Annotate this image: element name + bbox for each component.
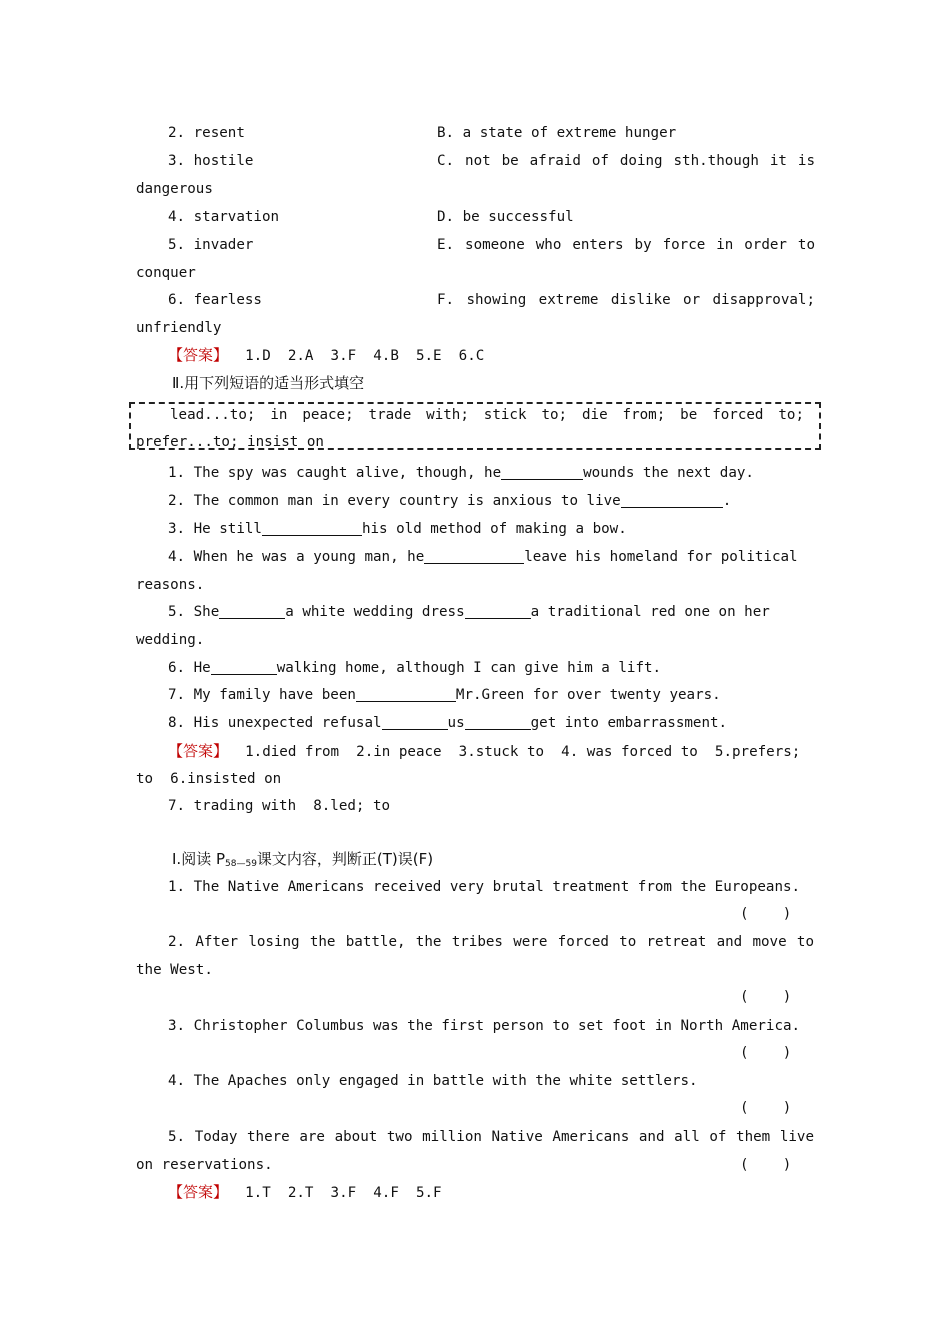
answer-tag: 【答案】 [168,1183,229,1201]
match-right-d: D. be successful [437,209,574,225]
fill-item-4: 4. When he was a young man, he leave his homeland for political [168,549,798,565]
answer-blank[interactable] [501,463,583,480]
answer-paren-5[interactable]: ( ) [740,1157,792,1173]
fill-item-8: 8. His unexpected refusal us get into embarrassment. [168,715,728,731]
match-left-3: 3. hostile [168,153,254,169]
fill-item-4-cont: reasons. [136,577,205,593]
match-left-2: 2. resent [168,125,245,141]
fill-item-2: 2. The common man in every country is anxious to live . [168,493,732,509]
answer-tag: 【答案】 [168,742,229,760]
fill-item-7: 7. My family have been Mr.Green for over twenty years. [168,687,721,703]
answer-blank[interactable] [424,547,524,564]
answer-paren-3[interactable]: ( ) [740,1045,792,1061]
answer-blank[interactable] [356,685,456,702]
match-right-e: E. someone who enters by force in order to [437,237,815,253]
answer-paren-2[interactable]: ( ) [740,989,792,1005]
answer-blank[interactable] [465,602,531,619]
tf-question-1: 1. The Native Americans received very brutal treatment from the Europeans. [168,879,801,895]
answer-paren-4[interactable]: ( ) [740,1100,792,1116]
tf-question-2: 2. After losing the battle, the tribes were forced to retreat and move to [168,934,814,950]
section-2-answer-cont: to 6.insisted on [136,771,282,787]
tf-question-5: 5. Today there are about two million Native Americans and all of them live [168,1129,814,1145]
tf-question-2-cont: the West. [136,962,213,978]
match-right-c: C. not be afraid of doing sth.though it is [437,153,815,169]
fill-item-1: 1. The spy was caught alive, though, he wounds the next day. [168,465,754,481]
answer-blank[interactable] [465,713,531,730]
section-2-answer: 【答案】 1.died from 2.in peace 3.stuck to 4. was forced to 5.prefers; [168,742,801,760]
section-2-title: Ⅱ.用下列短语的适当形式填空 [172,374,365,392]
answer-paren-1[interactable]: ( ) [740,906,792,922]
tf-question-3: 3. Christopher Columbus was the first person to set foot in North America. [168,1018,801,1034]
fill-item-6: 6. He walking home, although I can give him a lift. [168,660,662,676]
tf-question-4: 4. The Apaches only engaged in battle with the white settlers. [168,1073,698,1089]
answer-blank[interactable] [219,602,285,619]
matching-answer [168,345,484,366]
answer-blank[interactable] [262,519,362,536]
match-right-f-cont: unfriendly [136,320,222,336]
match-left-6: 6. fearless [168,292,262,308]
fill-item-5-cont: wedding. [136,632,205,648]
match-right-b: B. a state of extreme hunger [437,125,677,141]
section-2-answer-cont-2: 7. trading with 8.led; to [168,798,391,814]
answer-blank[interactable] [621,491,723,508]
tf-question-5-cont: on reservations. [136,1157,273,1173]
fill-item-3: 3. He still his old method of making a bow. [168,521,627,537]
match-right-f: F. showing extreme dislike or disapproval; [437,292,815,308]
answer-blank[interactable] [382,713,448,730]
answer-blank[interactable] [211,658,277,675]
answer-text: 1.D 2.A 3.F 4.B 5.E 6.C [245,348,485,364]
match-left-4: 4. starvation [168,209,280,225]
phrase-box-line-1: lead...to; in peace; trade with; stick to; die from; be forced to; [170,407,804,423]
fill-item-5: 5. She a white wedding dress a traditional red one on her [168,604,770,620]
section-3-answer: 【答案】 1.T 2.T 3.F 4.F 5.F [168,1183,442,1201]
match-right-c-cont: dangerous [136,181,213,197]
answer-tag: 【答案】 [168,346,229,364]
section-3-title: Ⅰ.阅读 $P_{58—59}$课文内容，判断正(T)误(F) [172,850,434,869]
match-left-5: 5. invader [168,237,254,253]
match-right-e-cont: conquer [136,265,196,281]
phrase-box-line-2: prefer...to; insist on [136,434,324,450]
